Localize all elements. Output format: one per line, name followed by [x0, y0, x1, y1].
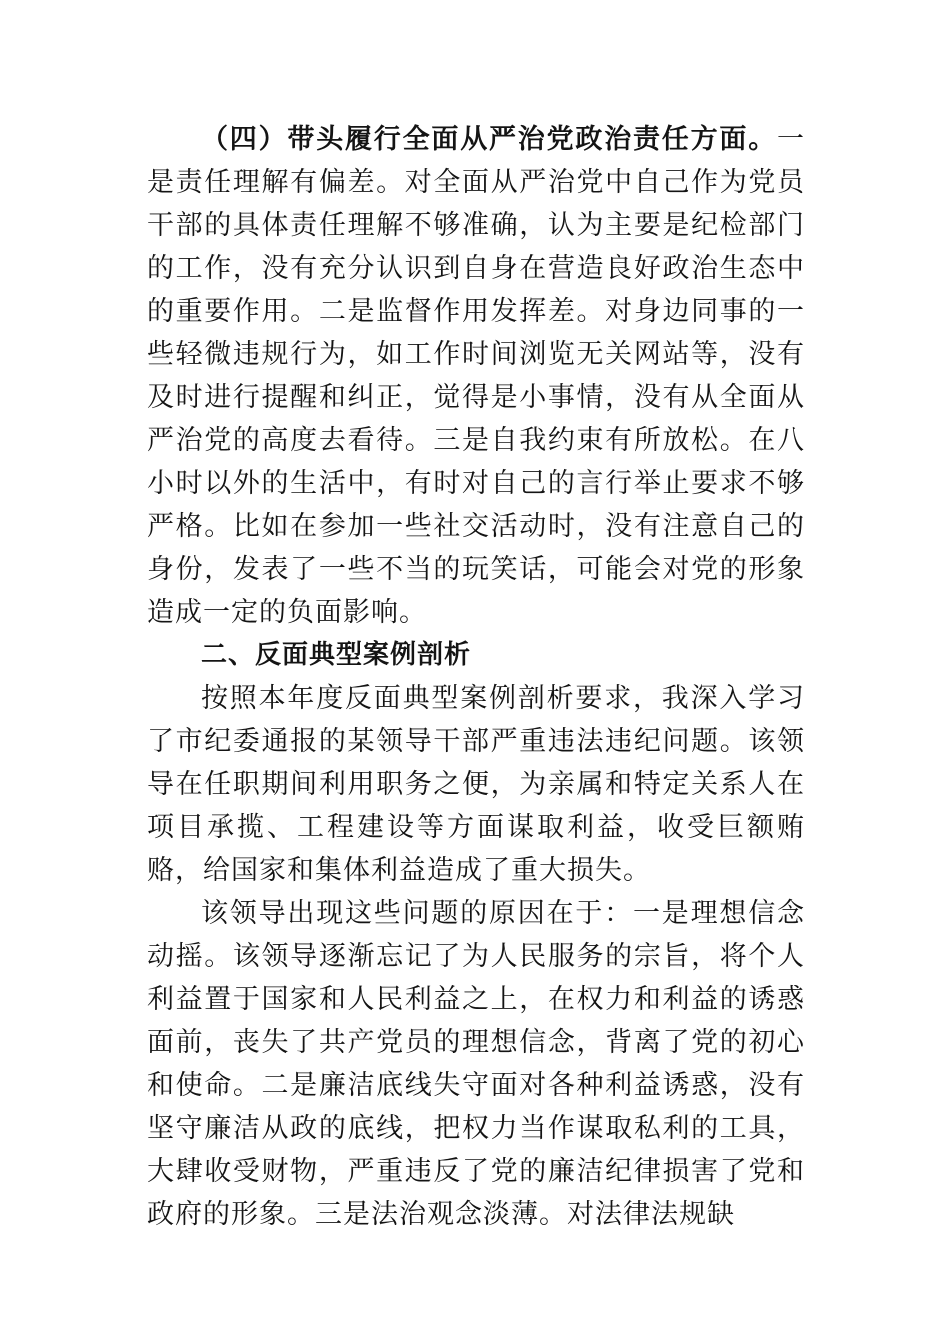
section-four-paragraph — [147, 118, 805, 634]
document-body — [147, 118, 805, 1236]
section-heading-two: 二、反面典型案例剖析 — [201, 640, 472, 670]
section-four-lead: （四）带头履行全面从严治党政治责任方面。 — [201, 124, 777, 155]
case-intro-paragraph: 按照本年度反面典型案例剖析要求，我深入学习了市纪委通报的某领导干部严重违法违纪问题。该领导在任职期间利用职务之便，为亲属和特定关系人在项目承揽、工程建设等方面谋取利益，收受巨额贿赂，给国家和集体利益造成了重大损失。 — [147, 683, 805, 886]
case-reasons-paragraph: 该领导出现这些问题的原因在于：一是理想信念动摇。该领导逐渐忘记了为人民服务的宗旨，将个人利益置于国家和人民利益之上，在权力和利益的诱惑面前，丧失了共产党员的理想信念，背离了党的初心和使命。二是廉洁底线失守面对各种利益诱惑，没有坚守廉洁从政的底线，把权力当作谋取私利的工具，大肆收受财物，严重违反了党的廉洁纪律损害了党和政府的形象。三是法治观念淡薄。对法律法规缺 — [147, 898, 805, 1230]
section-four-body: 一是责任理解有偏差。对全面从严治党中自己作为党员干部的具体责任理解不够准确，认为主要是纪检部门的工作，没有充分认识到自身在营造良好政治生态中的重要作用。二是监督作用发挥差。对身边同事的一些轻微违规行为，如工作时间浏览无关网站等，没有及时进行提醒和纠正，觉得是小事情，没有从全面从严治党的高度去看待。三是自我约束有所放松。在八小时以外的生活中，有时对自己的言行举止要求不够严格。比如在参加一些社交活动时，没有注意自己的身份，发表了一些不当的玩笑话，可能会对党的形象造成一定的负面影响。 — [147, 124, 805, 628]
